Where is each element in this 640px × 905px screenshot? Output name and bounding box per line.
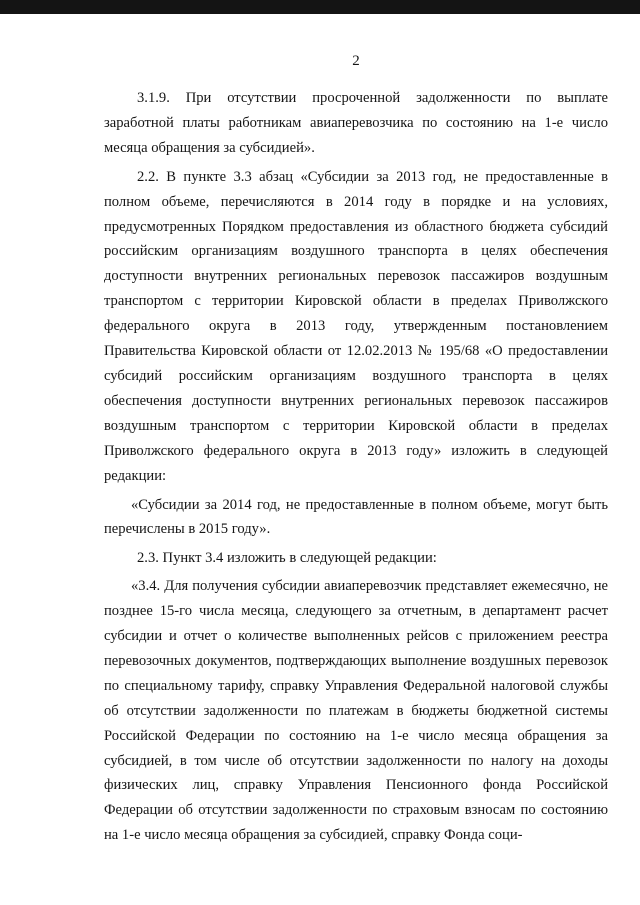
scan-top-border [0,0,640,14]
document-body [104,86,608,852]
page-number: 2 [352,53,360,69]
paragraph-2-2-quote: «Субсидии за 2014 год, не предоставленные в полном объеме, могут быть перечислены в 2015 году». [104,496,608,538]
paragraph-3-4: «3.4. Для получения субсидии авиаперевозчик представляет ежемесячно, не позднее 15-го числа месяца, следующего за отчетным, в департамент расчет субсидии и отчет о количестве выполненных рейсов с приложением реестра перевозочных документов, подтверждающих выполнение воздушных перевозок по специальному тарифу, справку Управления Федеральной налоговой службы об отсутствии задолженности по платежам в бюджеты бюджетной системы Российской Федерации по состоянию на 1-е число месяца обращения за субсидией, в том числе об отсутствии задолженности по налогу на доходы физических лиц, справку Управления Пенсионного фонда Российской Федерации об отсутствии задолженности по страховым взносам по состоянию на 1-е число месяца обращения за субсидией, справку Фонда соци- [104,578,608,844]
paragraph-3-1-9: 3.1.9. При отсутствии просроченной задолженности по выплате заработной платы работникам авиаперевозчика по состоянию на 1-е число месяца обращения за субсидией». [104,90,608,156]
paragraph-2-2: 2.2. В пункте 3.3 абзац «Субсидии за 2013 год, не предоставленные в полном объеме, перечисляются в 2014 году в порядке и на условиях, предусмотренных Порядком предоставления из областного бюджета субсидий российским организациям воздушного транспорта в целях обеспечения доступности внутренних региональных перевозок пассажиров воздушным транспортом с территории Кировской области в пределах Приволжского федерального округа в 2013 году, утвержденным постановлением Правительства Кировской области от 12.02.2013 № 195/68 «О предоставлении субсидий российским организациям воздушного транспорта в целях обеспечения доступности внутренних региональных перевозок пассажиров воздушным транспортом с территории Кировской области в пределах Приволжского федерального округа в 2013 году» изложить в следующей редакции: [104,168,608,484]
paragraph-2-3: 2.3. Пункт 3.4 изложить в следующей редакции: [137,550,437,567]
